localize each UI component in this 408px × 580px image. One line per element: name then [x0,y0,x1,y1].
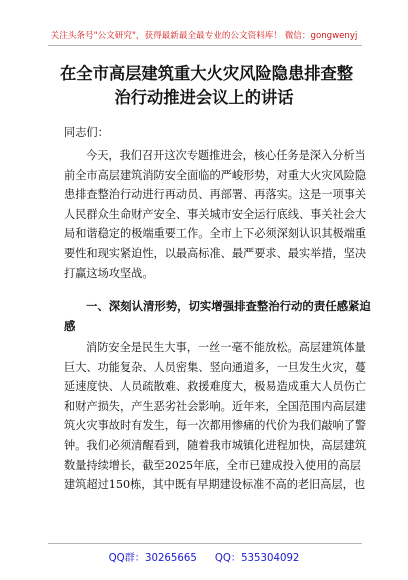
document-title [60,62,354,110]
title-line: 在全市高层建筑重大火灾风险隐患排查整 [60,64,354,83]
text-line: 人民群众生命财产安全、事关城市安全运行底线、事关社会大 [64,207,367,221]
text-line: 局和谐稳定的极端重要工作。全市上下必须深刻认识其极端重 [64,227,367,241]
text-line: 和财产损失，产生恶劣社会影响。近年来，全国范围内高层建 [64,399,367,413]
text-line: 要性和现实紧迫性，以最高标准、最严要求、最实举措，坚决 [64,246,367,260]
text-line: 钟。我们必须清醒看到，随着我市城镇化进程加快，高层建筑 [64,438,367,452]
section-heading [64,297,371,336]
text-line: 打赢这场攻坚战。 [64,266,154,280]
salutation: 同志们： [64,126,109,139]
heading-line: 感 [64,318,76,333]
footer-qq-group: QQ群：30265665 [108,553,197,564]
text-line: 筑火灾事故时有发生，每一次都用惨痛的代价为我们敲响了警 [64,419,367,433]
text-line: 延速度快、人员疏散难、救援难度大，极易造成重大人员伤亡 [64,380,367,394]
text-line: 前全市高层建筑消防安全面临的严峻形势，对重大火灾风险隐 [64,168,367,182]
text-line: 今天，我们召开这次专题推进会，核心任务是深入分析当 [86,149,366,162]
title-line: 治行动推进会议上的讲话 [114,88,294,107]
header-divider [48,45,362,46]
footer-divider [48,543,362,544]
text-line: 消防安全是民生大事，一丝一毫不能放松。高层建筑体量 [86,341,366,354]
text-line: 数量持续增长，截至2025年底，全市已建成投入使用的高层 [64,458,361,472]
footer-qq: QQ：535304092 [214,553,300,564]
page-header: 关注头条号"公文研究"，获得最新最全最专业的公文资料库！ 微信：gongwenyj [50,31,358,41]
text-line: 患排查整治行动进行再动员、再部署、再落实。这是一项事关 [64,188,367,202]
paragraph-situation [64,338,367,495]
text-line: 巨大、功能复杂、人员密集、竖向通道多，一旦发生火灾，蔓 [64,360,367,374]
paragraph-intro [64,146,367,283]
heading-line: 一、深刻认清形势，切实增强排查整治行动的责任感紧迫 [86,299,371,313]
text-line: 建筑超过150栋，其中既有早期建设标准不高的老旧高层，也 [64,478,366,492]
page-footer [0,549,408,564]
